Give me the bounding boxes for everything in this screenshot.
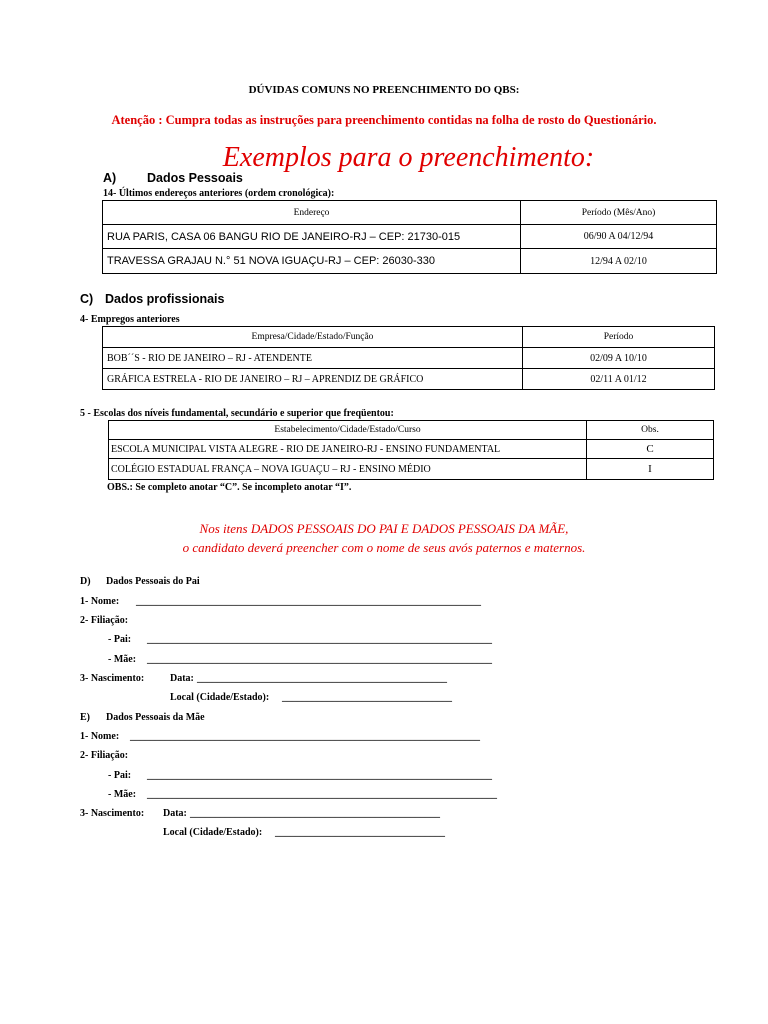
header-periodo: Período (Mês/Ano) [521, 201, 717, 225]
obs-cell: I [587, 459, 714, 480]
mother-filiacao-label: 2- Filiação: [80, 750, 129, 761]
period-cell: 02/09 A 10/10 [523, 348, 715, 369]
period-cell: 12/94 A 02/10 [521, 249, 717, 274]
mother-name-label: 1- Nome: [80, 731, 120, 742]
father-pai-label: - Pai: [108, 634, 132, 645]
father-data-label: Data: [170, 673, 194, 684]
section-a-letter: A) [103, 171, 117, 185]
period-cell: 06/90 A 04/12/94 [521, 225, 717, 249]
mother-name-field[interactable]: ______________________________________________________________________ [130, 731, 480, 742]
section-a-title: Dados Pessoais [147, 171, 243, 185]
mother-data-label: Data: [163, 808, 187, 819]
section-c-letter: C) [80, 292, 94, 306]
section-c-title: Dados profissionais [105, 292, 225, 306]
table-row [103, 225, 717, 249]
mother-nascimento-label: 3- Nascimento: [80, 808, 145, 819]
father-mae-field[interactable]: _____________________________________________________________________ [147, 654, 492, 665]
item-4-label: 4- Empregos anteriores [80, 314, 180, 325]
mother-local-field[interactable]: __________________________________ [275, 827, 445, 838]
parents-note [0, 519, 768, 557]
examples-title: Exemplos para o preenchimento: [222, 142, 595, 173]
school-cell: COLÉGIO ESTADUAL FRANÇA – NOVA IGUAÇU – RJ - ENSINO MÉDIO [109, 459, 587, 480]
obs-note: OBS.: Se completo anotar “C”. Se incompleto anotar “I”. [107, 482, 352, 493]
mother-mae-label: - Mãe: [108, 789, 137, 800]
table-row [103, 249, 717, 274]
schools-table [108, 420, 714, 480]
job-cell: BOB´´S - RIO DE JANEIRO – RJ - ATENDENTE [103, 348, 523, 369]
father-filiacao-label: 2- Filiação: [80, 615, 129, 626]
table-row [103, 348, 715, 369]
table-header-row [109, 421, 714, 440]
father-name-label: 1- Nome: [80, 596, 120, 607]
parents-note-line-1: Nos itens DADOS PESSOAIS DO PAI E DADOS PESSOAIS DA MÃE, [199, 521, 569, 536]
item-14-label: 14- Últimos endereços anteriores (ordem cronológica): [103, 188, 335, 199]
header-empresa: Empresa/Cidade/Estado/Função [103, 327, 523, 348]
header-endereco: Endereço [103, 201, 521, 225]
table-header-row [103, 201, 717, 225]
mother-pai-field[interactable]: _____________________________________________________________________ [147, 770, 492, 781]
father-name-field[interactable]: _____________________________________________________________________ [136, 596, 481, 607]
obs-cell: C [587, 440, 714, 459]
header-estabelecimento: Estabelecimento/Cidade/Estado/Curso [109, 421, 587, 440]
father-local-label: Local (Cidade/Estado): [170, 692, 270, 703]
section-d-letter: D) [80, 576, 91, 587]
address-cell: RUA PARIS, CASA 06 BANGU RIO DE JANEIRO-RJ – CEP: 21730-015 [103, 225, 521, 249]
item-5-label: 5 - Escolas dos níveis fundamental, secundário e superior que freqüentou: [80, 408, 394, 419]
header-periodo: Período [523, 327, 715, 348]
table-row [103, 369, 715, 390]
mother-data-field[interactable]: __________________________________________________ [190, 808, 440, 819]
warning-text: Atenção : Cumpra todas as instruções para preenchimento contidas na folha de rosto do Questionário. [111, 113, 657, 127]
father-mae-label: - Mãe: [108, 654, 137, 665]
mother-local-label: Local (Cidade/Estado): [163, 827, 263, 838]
header-obs: Obs. [587, 421, 714, 440]
school-cell: ESCOLA MUNICIPAL VISTA ALEGRE - RIO DE JANEIRO-RJ - ENSINO FUNDAMENTAL [109, 440, 587, 459]
section-e-letter: E) [80, 712, 90, 723]
section-d-title: Dados Pessoais do Pai [106, 576, 200, 587]
page-title: DÚVIDAS COMUNS NO PREENCHIMENTO DO QBS: [248, 84, 520, 96]
addresses-table [102, 200, 717, 274]
period-cell: 02/11 A 01/12 [523, 369, 715, 390]
father-pai-field[interactable]: _____________________________________________________________________ [147, 634, 492, 645]
parents-note-line-2: o candidato deverá preencher com o nome de seus avós paternos e maternos. [182, 540, 586, 555]
mother-pai-label: - Pai: [108, 770, 132, 781]
table-row [109, 440, 714, 459]
mother-mae-field[interactable]: ______________________________________________________________________ [147, 789, 497, 800]
table-header-row [103, 327, 715, 348]
section-e-title: Dados Pessoais da Mãe [106, 712, 205, 723]
address-cell: TRAVESSA GRAJAU N.° 51 NOVA IGUAÇU-RJ – CEP: 26030-330 [103, 249, 521, 274]
father-local-field[interactable]: __________________________________ [282, 692, 452, 703]
table-row [109, 459, 714, 480]
jobs-table [102, 326, 715, 390]
job-cell: GRÁFICA ESTRELA - RIO DE JANEIRO – RJ – APRENDIZ DE GRÁFICO [103, 369, 523, 390]
father-nascimento-label: 3- Nascimento: [80, 673, 145, 684]
father-data-field[interactable]: __________________________________________________ [197, 673, 447, 684]
